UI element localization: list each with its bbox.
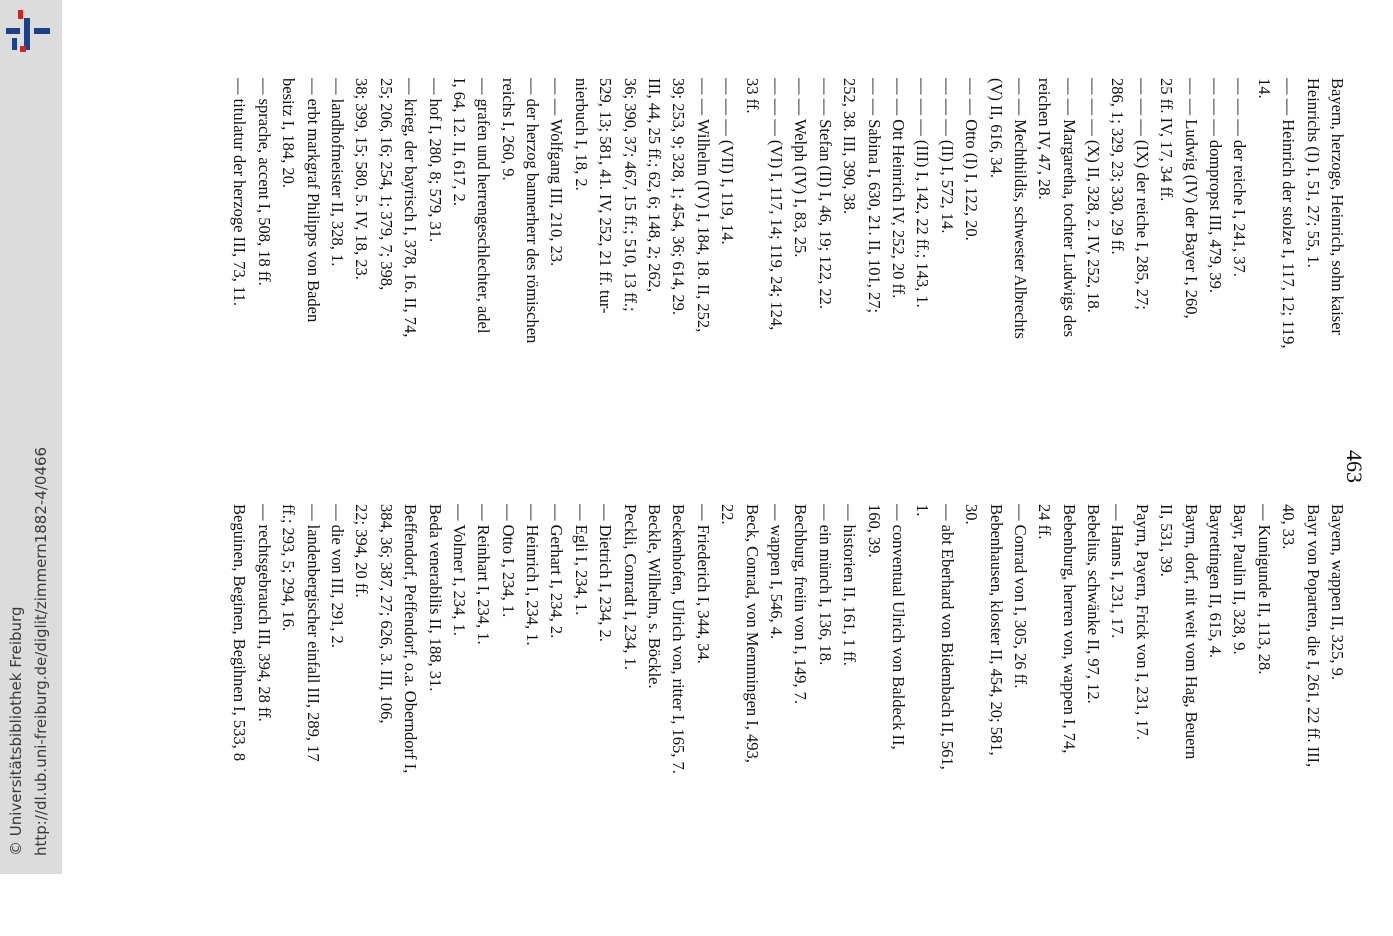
index-line: 24 ff. — [1035, 504, 1055, 540]
index-line: Beguinen, Beginen, Begihnen I, 533, 8 — [230, 504, 250, 762]
index-line: nierbuch I, 18, 2. — [571, 78, 591, 191]
index-line: 40, 33. — [1279, 504, 1299, 550]
index-line: — abt Eberhard von Bidembach II, 561, — [937, 504, 957, 770]
scanned-page — [62, 62, 1393, 936]
index-line: — der herzog bannerherr des römischen — [523, 78, 543, 344]
index-line: — sprache, accent I, 508, 18 ff. — [254, 78, 274, 286]
index-line: Bayern, herzoge, Heinrich, sohn kaiser — [1328, 78, 1347, 336]
index-line: — die von III, 291, 2. — [327, 504, 347, 648]
index-line: Bechburg, freiin von I, 149, 7. — [791, 504, 811, 704]
index-line: — hof I, 280, 8; 579, 31. — [425, 78, 445, 243]
index-line: — landenbergischer einfall III, 289, 17 — [303, 504, 323, 762]
index-line: Bebenburg, herren von, wappen I, 74, — [1059, 504, 1079, 754]
index-line: — Gerhart I, 234, 2. — [547, 504, 567, 639]
index-line: Bebenhausen, kloster II, 454, 20; 581, — [986, 504, 1006, 756]
index-line: — — — der reiche I, 241, 37. — [1230, 78, 1250, 277]
index-line: — grafen und herrengeschlechter, adel — [474, 78, 494, 334]
page-number: 463 — [1342, 450, 1367, 483]
index-line: — — Ludwig (IV) der Bayer I, 260, — [1181, 78, 1201, 319]
index-line: — — Margaretha, tochter Ludwigs des — [1059, 78, 1079, 338]
index-line: — landhofmeister II, 328, 1. — [327, 78, 347, 267]
index-line: — Heinrich I, 234, 1. — [523, 504, 543, 646]
index-line: besitz I, 184, 20. — [279, 78, 299, 188]
index-line: — historien II, 161, 1 ff. — [840, 504, 860, 666]
index-line: 1. — [913, 504, 933, 517]
index-line: (V) II, 616, 34. — [986, 78, 1006, 178]
index-line: 30. — [962, 504, 982, 525]
index-line: reichen IV, 47, 28. — [1035, 78, 1055, 200]
index-line: — erbt markgraf Philipps von Baden — [303, 78, 323, 323]
index-line: — — Heinrich der stolze I, 117, 12; 119, — [1279, 78, 1299, 349]
index-line: — Dietrich I, 234, 2. — [596, 504, 616, 642]
index-line: — — — (VI) I, 117, 14; 119, 24; 124, — [767, 78, 787, 331]
index-line: Payrn, Payern, Frick von I, 231, 17. — [1132, 504, 1152, 741]
index-line: 286, 1; 329, 23; 330, 29 ff. — [1108, 78, 1128, 255]
index-line: Bayr von Poparten, die I, 261, 22 ff. III, — [1303, 504, 1323, 768]
index-line: — Kunigunde II, 113, 28. — [1254, 504, 1274, 675]
index-line: 252, 38. III, 390, 38. — [840, 78, 860, 215]
left-index-column — [227, 78, 1349, 498]
index-line: — — Sabina I, 630, 21. II, 101, 27; — [864, 78, 884, 314]
index-line: ff.; 293, 5; 294, 16. — [279, 504, 299, 632]
index-line: Beffendorf, Peffendorf, o.a. Oberndorf I, — [401, 504, 421, 774]
index-line: Bayr, Paulin II, 328, 9. — [1230, 504, 1250, 655]
index-line: Beckle, Wilhelm, s. Böckle. — [645, 504, 665, 689]
index-line: reichs I, 260, 9. — [498, 78, 518, 181]
copyright-notice: © Universitätsbibliothek Freiburg — [7, 606, 25, 856]
index-line: Bayrettingen II, 615, 4. — [1206, 504, 1226, 658]
index-line: Bebelius, schwänke II, 97, 12. — [1084, 504, 1104, 704]
index-line: — — Wilhelm (IV) I, 184, 18. II, 252, — [693, 78, 713, 333]
index-line: 22; 394, 20 ff. — [352, 504, 372, 598]
index-line: — ein münch I, 136, 18. — [815, 504, 835, 666]
index-line: 14. — [1254, 78, 1274, 99]
index-line: — conventual Ulrich von Baldeck II, — [888, 504, 908, 750]
index-line: — Volmer I, 234, 1. — [449, 504, 469, 636]
index-line: — — — dompropst III, 479, 39. — [1206, 78, 1226, 293]
index-line: 160, 39. — [864, 504, 884, 558]
index-line: — — Wolfgang III, 210, 23. — [547, 78, 567, 267]
index-line: — Friederich I, 344, 34. — [693, 504, 713, 664]
index-line: 25; 206, 16; 254, 1; 379, 7; 398, — [376, 78, 396, 291]
index-line: Bayrn, dorf, nit weit vom Hag, Beuern — [1181, 504, 1201, 760]
index-line: — titulatur der herzoge III, 73, 11. — [230, 78, 250, 307]
index-line: — Hanns I, 231, 17. — [1108, 504, 1128, 639]
source-url[interactable]: http://dl.ub.uni-freiburg.de/diglit/zimmern1882-4/0466 — [32, 446, 50, 856]
index-line: Beck, Conrad, von Memmingen I, 493, — [742, 504, 762, 763]
index-line: — — — (II) I, 572, 14. — [937, 78, 957, 234]
right-index-column — [227, 504, 1349, 934]
index-line: — Conrad von I, 305, 26 ff. — [1010, 504, 1030, 689]
index-line: Peckli, Conradt I, 234, 1. — [620, 504, 640, 670]
index-line: III, 44, 25 ff.; 62, 6; 148, 2; 262, — [645, 78, 665, 293]
index-line: — rechtsgebrauch III, 394, 28 ff. — [254, 504, 274, 722]
index-line: Bayern, wappen II, 325, 9. — [1328, 504, 1347, 680]
index-line: — — — (IX) der reiche I, 285, 27; — [1132, 78, 1152, 310]
index-line: Beda venerabilis II, 188, 31. — [425, 504, 445, 692]
index-line: Beckenhofen, Ulrich von, ritter I, 165, 7. — [669, 504, 689, 774]
index-line: — Otto I, 234, 1. — [498, 504, 518, 618]
index-line: — Reinhart I, 234, 1. — [474, 504, 494, 645]
index-line: — — — (III) I, 142, 22 ff.; 143, 1. — [913, 78, 933, 308]
index-line: Heinrichs (I) I, 51, 27; 55, 1. — [1303, 78, 1323, 268]
index-line: — — — (VII) I, 119, 14. — [718, 78, 738, 245]
index-line: 384, 36; 387, 27; 626, 3. III, 106, — [376, 504, 396, 724]
index-line: — — — (X) II, 328, 2. IV, 252, 18. — [1084, 78, 1104, 313]
sidebar-text — [0, 0, 62, 874]
index-line: II, 531, 39. — [1157, 504, 1177, 577]
index-line: 25 ff. IV, 17, 34 ff. — [1157, 78, 1177, 202]
index-line: 38; 399, 15; 580, 5. IV, 18, 23. — [352, 78, 372, 280]
index-line: — — Mechthildis, schwester Albrechts — [1010, 78, 1030, 339]
index-line: — — Otto (I) I, 122, 20. — [962, 78, 982, 241]
index-line: 529, 13; 581, 41. IV, 252, 21 ff. tur- — [596, 78, 616, 314]
index-line: — wappen I, 546, 4. — [767, 504, 787, 640]
viewer-sidebar — [0, 0, 62, 874]
index-line: — — Stefan (II) I, 46, 19; 122, 22. — [815, 78, 835, 309]
index-line: 39; 253, 9; 328, 1; 454, 36; 614, 29. — [669, 78, 689, 315]
index-line: 33 ff. — [742, 78, 762, 114]
index-line: 36; 390, 37; 467, 15 ff.; 510, 13 ff.; — [620, 78, 640, 312]
index-line: — — Ott Heinrich IV, 252, 20 ff. — [888, 78, 908, 299]
index-line: — Egli I, 234, 1. — [571, 504, 591, 616]
index-line: 22. — [718, 504, 738, 525]
index-line: — — Welph (IV) I, 83, 25. — [791, 78, 811, 258]
index-line: I, 64, 12. II, 617, 2. — [449, 78, 469, 206]
index-line: — krieg, der bayrisch I, 378, 16. II, 74, — [401, 78, 421, 338]
